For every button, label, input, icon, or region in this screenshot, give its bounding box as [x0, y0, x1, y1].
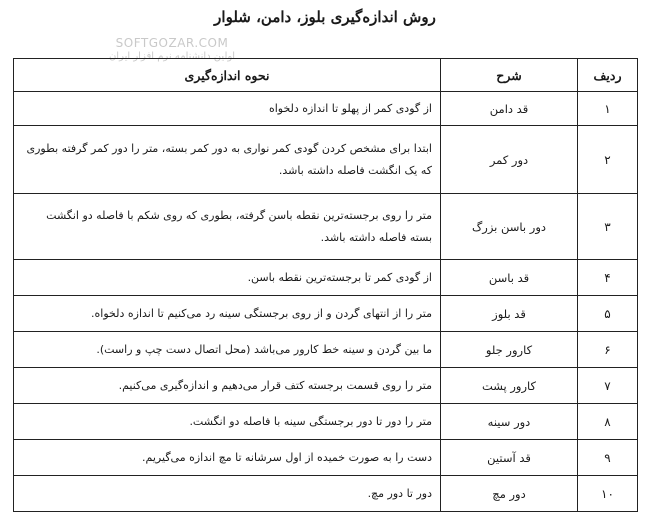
row-name: کارور جلو: [441, 332, 578, 368]
table-row: [14, 368, 638, 404]
row-method: متر را روی قسمت برجسته کتف قرار می‌دهیم و اندازه‌گیری می‌کنیم.: [14, 368, 441, 404]
table-row: [14, 440, 638, 476]
row-method: متر را از انتهای گردن و از روی برجستگی سینه رد می‌کنیم تا اندازه دلخواه.: [14, 296, 441, 332]
measurement-table: [13, 58, 638, 512]
row-number: ۷: [578, 368, 638, 404]
row-name: دور مچ: [441, 476, 578, 512]
row-method: از گودی کمر از پهلو تا اندازه دلخواه: [14, 92, 441, 126]
table-row: [14, 194, 638, 260]
row-number: ۴: [578, 260, 638, 296]
table-row: [14, 296, 638, 332]
row-name: قد آستین: [441, 440, 578, 476]
row-method: متر را دور تا دور برجستگی سینه با فاصله دو انگشت.: [14, 404, 441, 440]
watermark-tagline: اولین دانشنامه نرم افزار ایران: [108, 51, 236, 62]
row-number: ۹: [578, 440, 638, 476]
row-number: ۵: [578, 296, 638, 332]
page-title: روش اندازه‌گیری بلوز، دامن، شلوار: [214, 8, 436, 26]
row-number: ۱: [578, 92, 638, 126]
row-method: ابتدا برای مشخص کردن گودی کمر نواری به دور کمر بسته، متر را دور کمر گرفته بطوری که یک انگشت فاصله داشته باشد.: [14, 126, 441, 194]
row-number: ۳: [578, 194, 638, 260]
row-name: کارور پشت: [441, 368, 578, 404]
row-number: ۲: [578, 126, 638, 194]
table-header-row: [14, 59, 638, 92]
row-method: ما بین گردن و سینه خط کارور می‌باشد (محل اتصال دست چپ و راست).: [14, 332, 441, 368]
table-row: [14, 476, 638, 512]
row-method: دست را به صورت خمیده از اول سرشانه تا مچ اندازه می‌گیریم.: [14, 440, 441, 476]
row-method: دور تا دور مچ.: [14, 476, 441, 512]
row-name: دور کمر: [441, 126, 578, 194]
row-name: قد دامن: [441, 92, 578, 126]
table-row: [14, 92, 638, 126]
row-method: متر را روی برجسته‌ترین نقطه باسن گرفته، بطوری که روی شکم با فاصله دو انگشت بسته فاصله داشته باشد.: [14, 194, 441, 260]
header-description: شرح: [441, 59, 578, 92]
row-number: ۱۰: [578, 476, 638, 512]
row-method: از گودی کمر تا برجسته‌ترین نقطه باسن.: [14, 260, 441, 296]
row-number: ۸: [578, 404, 638, 440]
table-row: [14, 332, 638, 368]
row-name: قد باسن: [441, 260, 578, 296]
row-name: دور سینه: [441, 404, 578, 440]
table-row: [14, 126, 638, 194]
header-row-number: ردیف: [578, 59, 638, 92]
table-row: [14, 404, 638, 440]
table-row: [14, 260, 638, 296]
header-method: نحوه اندازه‌گیری: [14, 59, 441, 92]
row-name: قد بلوز: [441, 296, 578, 332]
row-number: ۶: [578, 332, 638, 368]
row-name: دور باسن بزرگ: [441, 194, 578, 260]
watermark-site: SOFTGOZAR.COM: [115, 36, 229, 50]
